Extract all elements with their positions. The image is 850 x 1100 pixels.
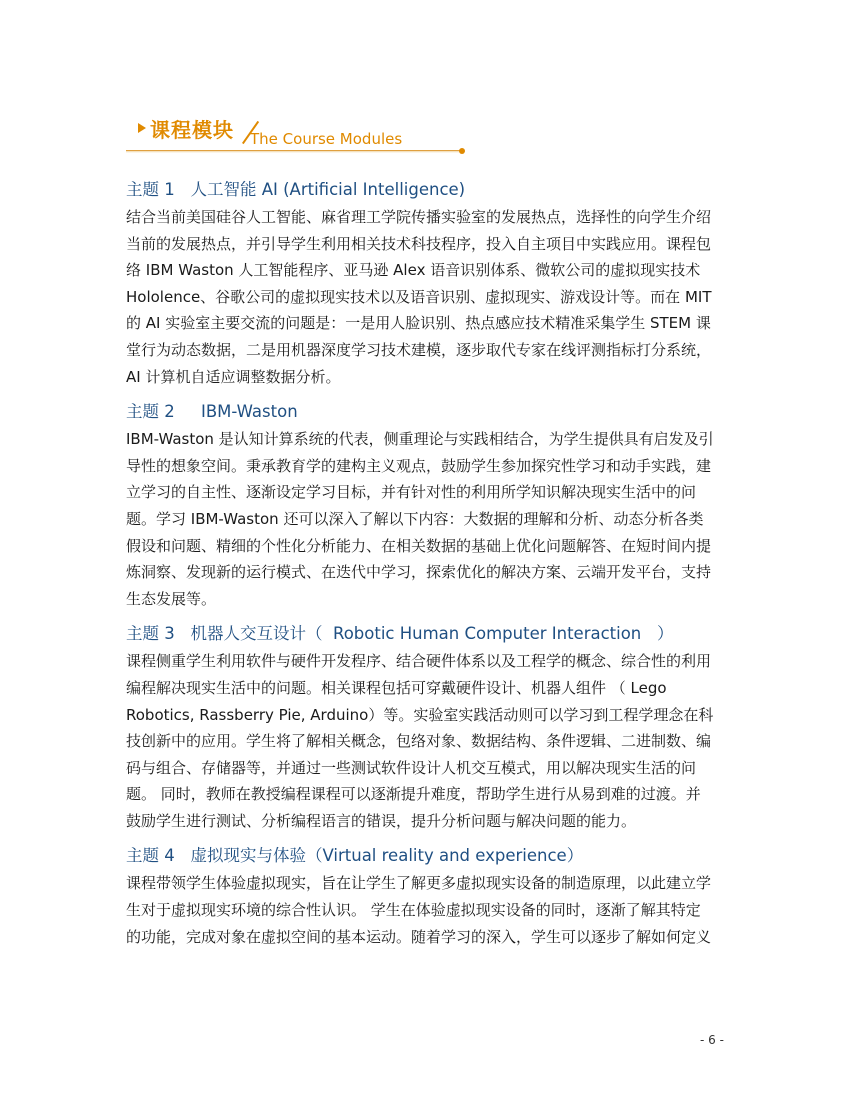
paragraph-line: 编程解决现实生活中的问题。相关课程包括可穿戴硬件设计、机器人组件 （ Lego — [126, 678, 667, 697]
paragraph-line: 题。学习 IBM-Waston 还可以深入了解以下内容：大数据的理解和分析、动态分析各类 — [126, 509, 704, 528]
paragraph-line: 技创新中的应用。学生将了解相关概念，包络对象、数据结构、条件逻辑、二进制数、编 — [126, 732, 712, 751]
banner-title-cn: 课程模块 — [150, 118, 234, 142]
paragraph-line: 当前的发展热点，并引导学生利用相关技术科技程序，投入自主项目中实践应用。课程包 — [126, 234, 712, 253]
paragraph-line: 络 IBM Waston 人工智能程序、亚马逊 Alex 语音识别体系、微软公司的虚拟现实技术 — [126, 261, 701, 280]
paragraph-line: 码与组合、存储器等，并通过一些测试软件设计人机交互模式，用以解决现实生活的问 — [126, 758, 697, 777]
paragraph-line: 堂行为动态数据，二是用机器深度学习技术建模，逐步取代专家在线评测指标打分系统， — [126, 340, 712, 359]
topic-section — [126, 177, 726, 390]
course-modules-content — [126, 177, 726, 959]
paragraph-line: 导性的想象空间。秉承教育学的建构主义观点，鼓励学生参加探究性学习和动手实践，建 — [126, 456, 712, 475]
paragraph-line: 结合当前美国硅谷人工智能、麻省理工学院传播实验室的发展热点，选择性的向学生介绍 — [126, 208, 712, 226]
topic-heading: 主题 2 IBM-Waston — [126, 402, 298, 422]
banner-rule-shadow — [126, 151, 464, 153]
banner-title-en: The Course Modules — [250, 130, 403, 148]
topic-paragraph — [126, 648, 726, 834]
topic-paragraph — [126, 870, 726, 950]
paragraph-line: IBM-Waston 是认知计算系统的代表，侧重理论与实践相结合，为学生提供具有启发及引 — [126, 430, 714, 449]
arrow-icon — [138, 123, 146, 133]
topic-section — [126, 621, 726, 834]
topic-paragraph — [126, 426, 726, 612]
paragraph-line: 题。 同时，教师在教授编程课程可以逐渐提升难度，帮助学生进行从易到难的过渡。并 — [126, 785, 701, 804]
banner-dot — [459, 148, 465, 154]
paragraph-line: 课程侧重学生利用软件与硬件开发程序、结合硬件体系以及工程学的概念、综合性的利用 — [126, 652, 712, 671]
topic-section — [126, 843, 726, 950]
paragraph-line: 的 AI 实验室主要交流的问题是：一是用人脸识别、热点感应技术精准采集学生 STEM 课 — [126, 314, 711, 333]
paragraph-line: 生态发展等。 — [126, 589, 217, 608]
paragraph-line: 炼洞察、发现新的运行模式、在迭代中学习，探索优化的解决方案、云端开发平台，支持 — [126, 563, 712, 582]
topic-heading: 主题 1 人工智能 AI (Artificial Intelligence) — [126, 180, 466, 199]
paragraph-line: Hololence、谷歌公司的虚拟现实技术以及语音识别、虚拟现实、游戏设计等。而在 MIT — [126, 287, 712, 306]
paragraph-line: AI 计算机自适应调整数据分析。 — [126, 367, 341, 386]
paragraph-line: 生对于虚拟现实环境的综合性认识。 学生在体验虚拟现实设备的同时，逐渐了解其特定 — [126, 901, 701, 920]
topic-heading: 主题 4 虚拟现实与体验（Virtual reality and experience） — [126, 846, 584, 866]
section-banner — [126, 113, 468, 157]
paragraph-line: Robotics, Rassberry Pie, Arduino）等。实验室实践活动则可以学习到工程学理念在科 — [126, 705, 714, 724]
paragraph-line: 鼓励学生进行测试、分析编程语言的错误，提升分析问题与解决问题的能力。 — [126, 811, 637, 830]
topic-section — [126, 399, 726, 612]
paragraph-line: 假设和问题、精细的个性化分析能力、在相关数据的基础上优化问题解答、在短时间内提 — [126, 536, 712, 555]
topic-heading: 主题 3 机器人交互设计（ Robotic Human Computer Interaction ） — [126, 624, 674, 644]
topic-paragraph — [126, 204, 726, 390]
page-number: - 6 - — [700, 1033, 724, 1047]
paragraph-line: 的功能，完成对象在虚拟空间的基本运动。随着学习的深入，学生可以逐步了解如何定义 — [126, 927, 712, 946]
paragraph-line: 课程带领学生体验虚拟现实，旨在让学生了解更多虚拟现实设备的制造原理，以此建立学 — [126, 874, 712, 893]
paragraph-line: 立学习的自主性、逐渐设定学习目标，并有针对性的利用所学知识解决现实生活中的问 — [126, 483, 697, 502]
